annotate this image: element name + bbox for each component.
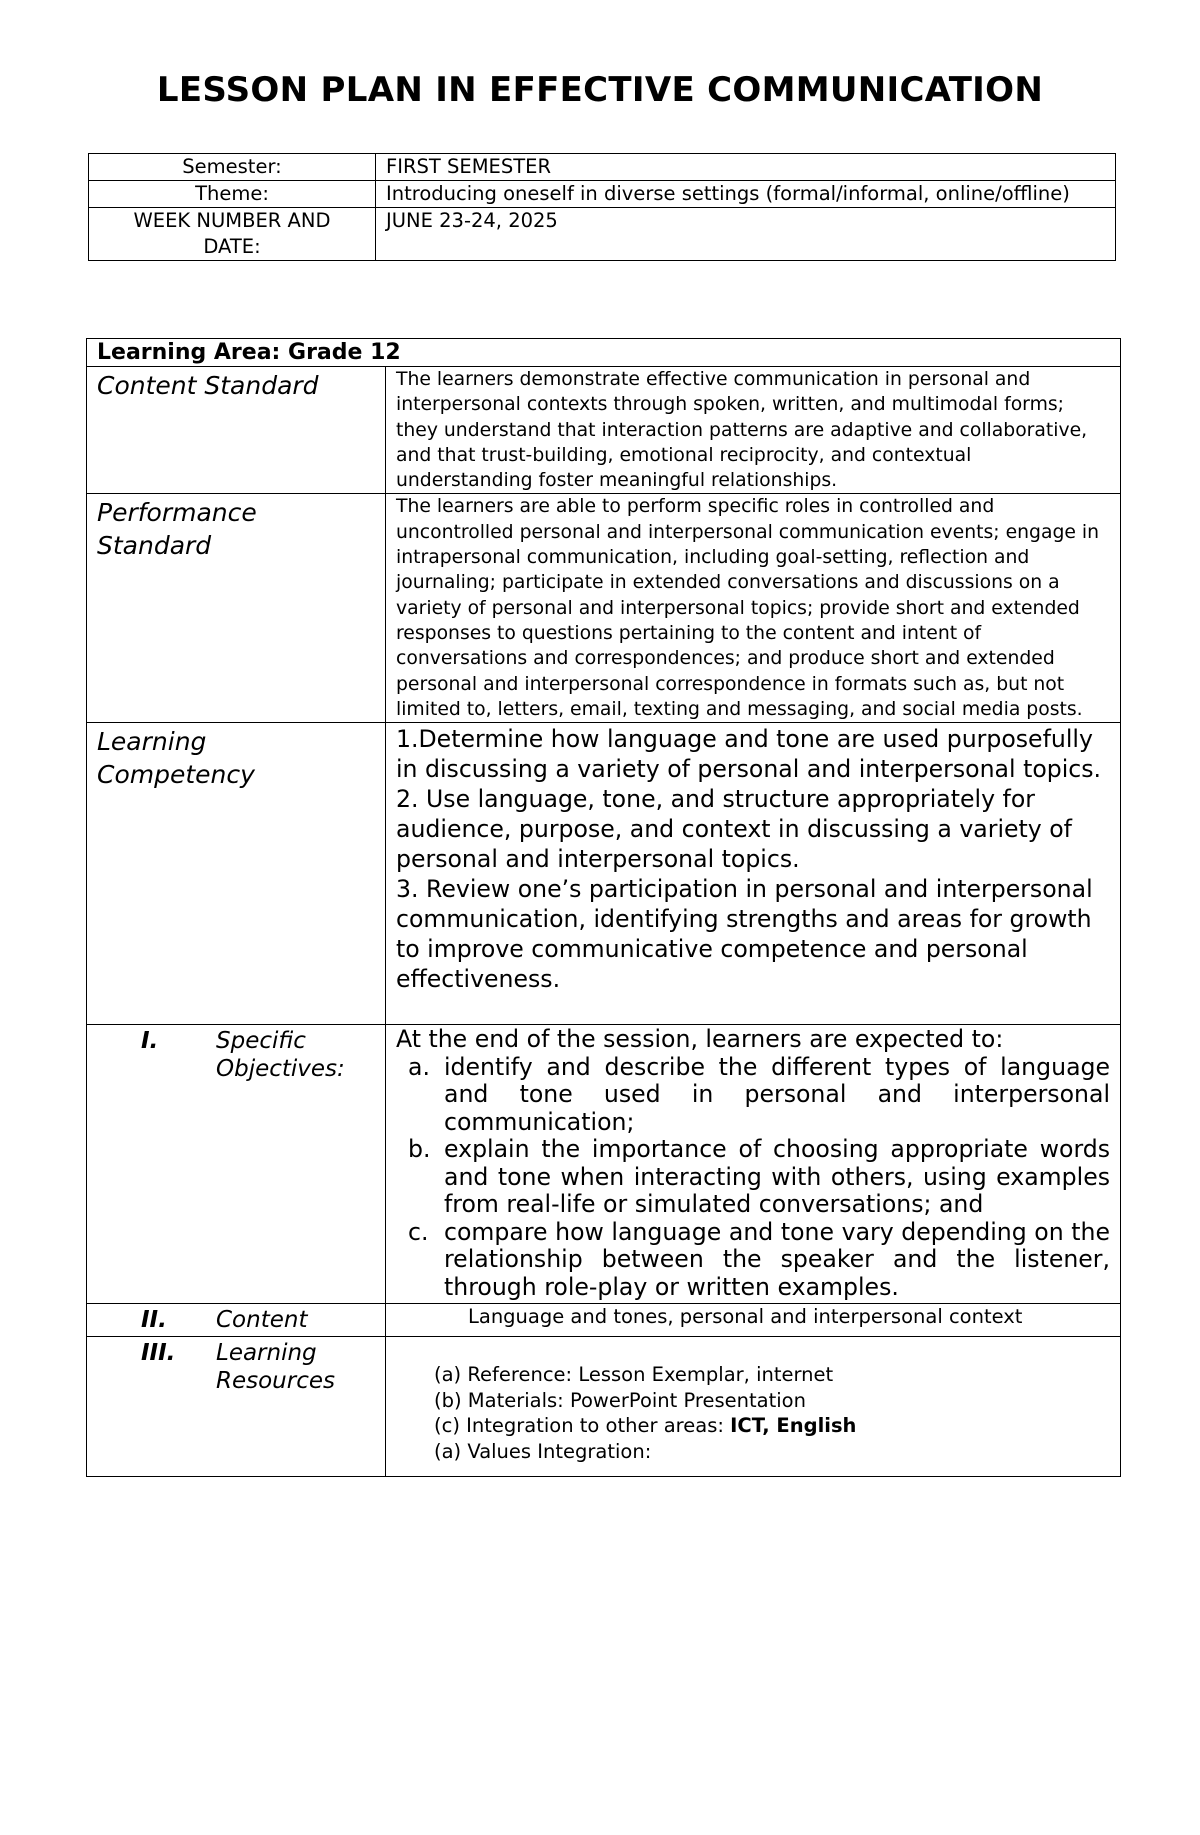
resource-reference: (a) Reference: Lesson Exemplar, internet [434,1363,834,1387]
learning-competency-row [87,723,1121,1025]
theme-value: Introducing oneself in diverse settings (formal/informal, online/offline) [376,181,1116,208]
week-row [89,208,1116,261]
objectives-list [396,1054,1110,1302]
resources-row [87,1337,1121,1477]
objective-letter: a. [408,1052,430,1081]
objective-text: identify and describe the different types of language and tone used in personal and interpersonal communication; [444,1052,1111,1136]
objective-item [396,1136,1110,1219]
content-standard-row [87,367,1121,494]
semester-row [89,154,1116,181]
competency-item: 3. Review one’s participation in personal and interpersonal communication, identifying strengths and areas for growth to improve communicative competence and personal effectiveness. [396,875,1093,994]
resource-values: (a) Values Integration: [434,1439,652,1463]
section-numeral: III. [141,1340,176,1367]
resources-label-cell [87,1337,386,1477]
integration-areas: ICT, English [730,1414,857,1438]
objectives-cell [386,1025,1121,1304]
lesson-main-table [86,338,1121,1477]
learning-area-heading: Learning Area: Grade 12 [87,339,1121,367]
objective-letter: b. [408,1135,431,1164]
lesson-info-table [88,153,1116,261]
objectives-row [87,1025,1121,1304]
objective-text: explain the importance of choosing appropriate words and tone when interacting with others, using examples from real-life or simulated conversations; and [444,1135,1111,1219]
objectives-label: Specific Objectives: [216,1028,345,1083]
section-numeral: I. [141,1028,159,1055]
objectives-label-cell [87,1025,386,1304]
spacer [396,994,1110,1020]
week-value: JUNE 23-24, 2025 [376,208,1116,261]
objectives-intro: At the end of the session, learners are expected to: [396,1025,1004,1054]
objective-item [396,1054,1110,1137]
objective-item [396,1219,1110,1302]
competency-item: 2. Use language, tone, and structure appropriately for audience, purpose, and context in discussing a variety of personal and interpersonal topics. [396,785,1072,874]
semester-label: Semester: [89,154,376,181]
resource-integration [434,1413,1110,1439]
theme-label: Theme: [89,181,376,208]
resources-label: Learning Resources [216,1340,335,1395]
learning-competency-label: Learning Competency [87,723,386,1025]
theme-row [89,181,1116,208]
content-label-cell [87,1304,386,1337]
resources-cell [386,1337,1121,1477]
learning-competency-list [386,723,1121,1025]
performance-standard-text: The learners are able to perform specific roles in controlled and uncontrolled personal and interpersonal communication events; engage in intrapersonal communication, including goal-setting, reflection and journaling; participate in extended conversations and discussions on a variety of personal and interpersonal topics; provide short and extended responses to questions pertaining to the content and intent of conversations and correspondences; and produce short and extended personal and interpersonal correspondence in formats such as, but not limited to, letters, email, texting and messaging, and social media posts. [386,494,1121,723]
section-numeral: II. [141,1307,167,1334]
semester-value: FIRST SEMESTER [376,154,1116,181]
performance-standard-label: Performance Standard [87,494,386,723]
resource-materials: (b) Materials: PowerPoint Presentation [434,1388,806,1412]
performance-standard-row [87,494,1121,723]
content-text: Language and tones, personal and interpersonal context [386,1304,1121,1337]
week-label: WEEK NUMBER AND DATE: [89,208,376,261]
objective-letter: c. [408,1217,429,1246]
content-standard-text: The learners demonstrate effective communication in personal and interpersonal contexts through spoken, written, and multimodal forms; they understand that interaction patterns are adaptive and collaborative, and that trust-building, emotional reciprocity, and contextual understanding foster meaningful relationships. [386,367,1121,494]
integration-prefix: (c) Integration to other areas: [434,1414,731,1438]
learning-area-row [87,339,1121,367]
competency-item: 1.Determine how language and tone are used purposefully in discussing a variety of personal and interpersonal topics. [396,725,1102,784]
page-title: LESSON PLAN IN EFFECTIVE COMMUNICATION [156,70,1044,110]
content-row [87,1304,1121,1337]
content-label: Content [216,1307,308,1334]
content-standard-label: Content Standard [87,367,386,494]
objective-text: compare how language and tone vary depending on the relationship between the speaker and the listener, through role-play or written examples. [444,1217,1111,1301]
